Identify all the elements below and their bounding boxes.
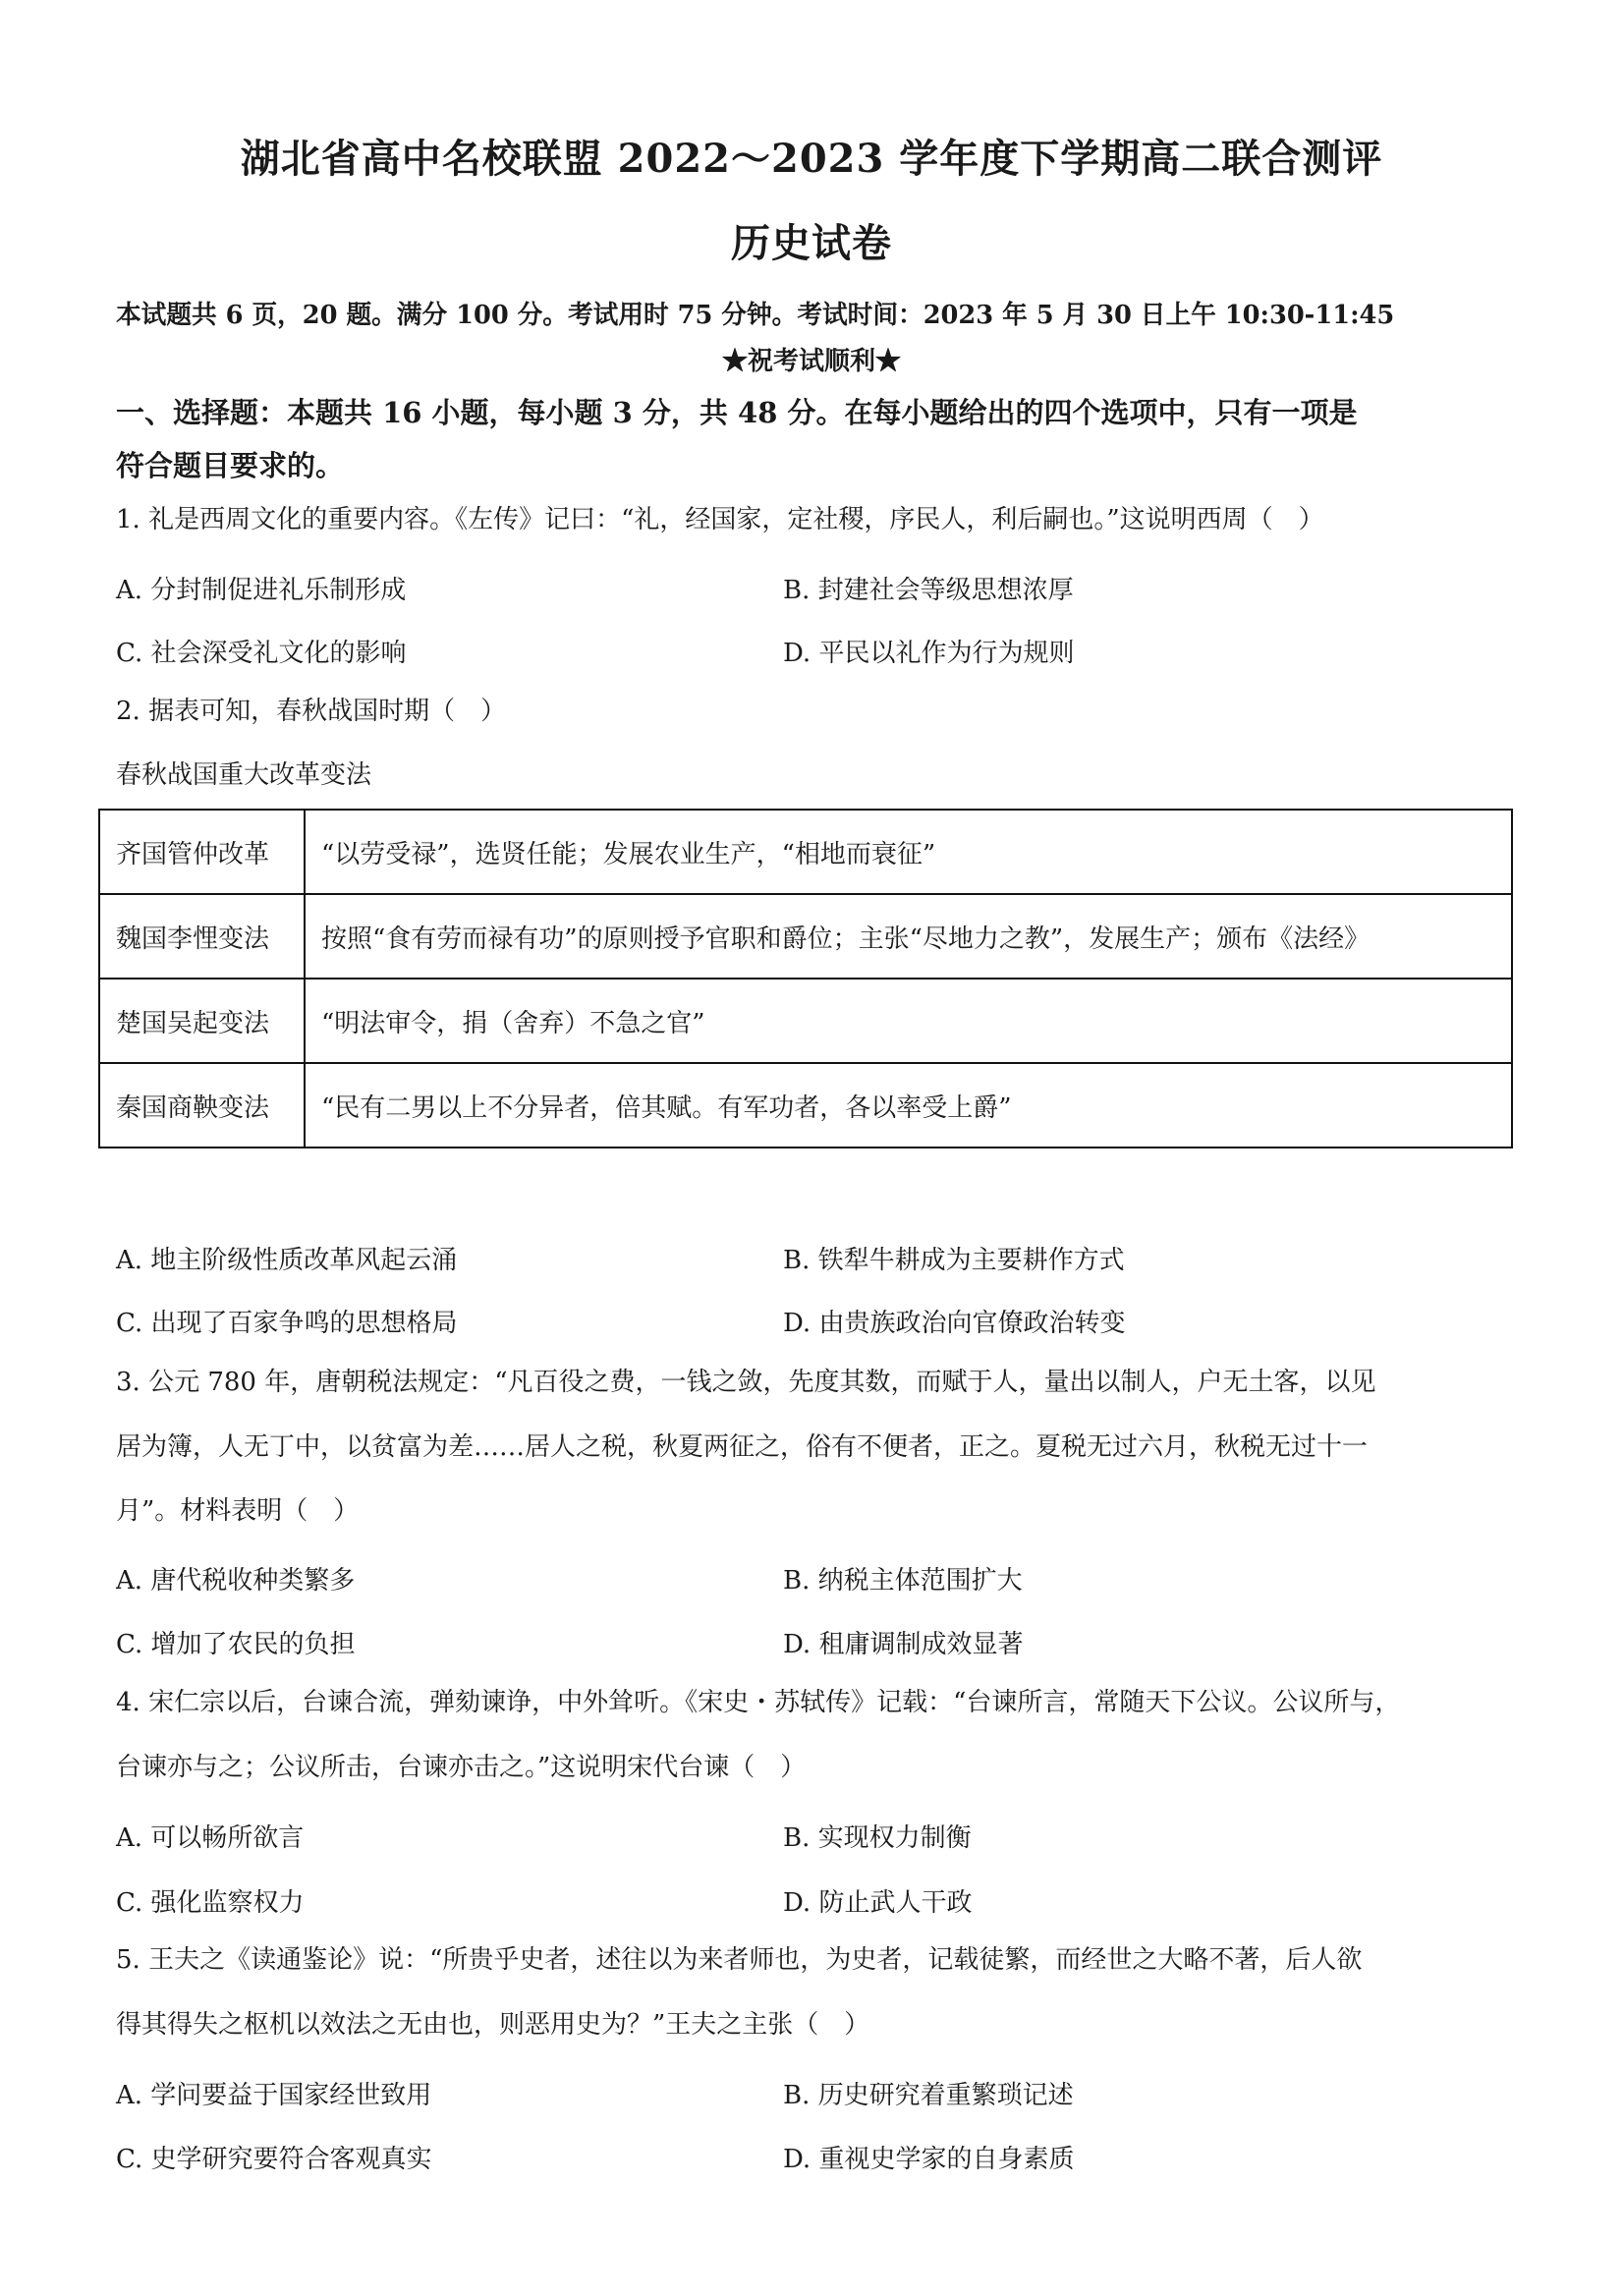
q1-option-c[interactable]: C. 社会深受礼文化的影响 [116,639,407,668]
q2-option-c[interactable]: C. 出现了百家争鸣的思想格局 [116,1309,458,1338]
good-luck-line: ★祝考试顺利★ [721,347,901,376]
question-5-stem-cont: 得其得失之枢机以效法之无由也，则恶用史为？”王夫之主张（ ） [116,2010,870,2040]
table-row [99,1063,1512,1148]
reform-name: 齐国管仲改革 [99,810,305,894]
question-5-stem: 5. 王夫之《读通鉴论》说：“所贵乎史者，述往以为来者师也，为史者，记载徒繁，而经世之大略不著，后人欲 [116,1945,1363,1975]
question-2-stem: 2. 据表可知，春秋战国时期（ ） [116,697,507,726]
table-row [99,810,1512,894]
reform-name: 魏国李悝变法 [99,894,305,979]
reform-table [98,809,1513,1148]
q4-option-a[interactable]: A. 可以畅所欲言 [116,1823,305,1853]
q1-option-b[interactable]: B. 封建社会等级思想浓厚 [783,576,1074,605]
table-row [99,894,1512,979]
q5-option-d[interactable]: D. 重视史学家的自身素质 [783,2145,1075,2174]
q2-option-d[interactable]: D. 由贵族政治向官僚政治转变 [783,1309,1126,1338]
q4-option-d[interactable]: D. 防止武人干政 [783,1888,973,1918]
reform-name: 楚国吴起变法 [99,979,305,1063]
q1-option-d[interactable]: D. 平民以礼作为行为规则 [783,639,1075,668]
q3-option-c[interactable]: C. 增加了农民的负担 [116,1630,356,1659]
q4-option-c[interactable]: C. 强化监察权力 [116,1888,305,1918]
question-3-stem: 3. 公元 780 年，唐朝税法规定：“凡百役之费，一钱之敛，先度其数，而赋于人，量出以制人，户无土客，以见 [116,1368,1376,1397]
q3-option-d[interactable]: D. 租庸调制成效显著 [783,1630,1024,1659]
q3-option-b[interactable]: B. 纳税主体范围扩大 [783,1566,1023,1596]
table-row [99,979,1512,1063]
q4-option-b[interactable]: B. 实现权力制衡 [783,1823,972,1853]
exam-info: 本试题共 6 页，20 题。满分 100 分。考试用时 75 分钟。考试时间：2023 年 5 月 30 日上午 10:30-11:45 [116,301,1395,330]
reform-content: “明法审令，捐（舍弃）不急之官” [305,979,1512,1063]
question-4-stem-cont: 台谏亦与之；公议所击，台谏亦击之。”这说明宋代台谏（ ） [116,1753,807,1782]
q3-option-a[interactable]: A. 唐代税收种类繁多 [116,1566,356,1596]
reform-name: 秦国商鞅变法 [99,1063,305,1148]
section-heading-cont: 符合题目要求的。 [116,449,345,482]
q1-option-a[interactable]: A. 分封制促进礼乐制形成 [116,576,407,605]
reform-content: 按照“食有劳而禄有功”的原则授予官职和爵位；主张“尽地力之教”，发展生产；颁布《法经》 [305,894,1512,979]
question-3-stem-cont: 居为簿，人无丁中，以贫富为差……居人之税，秋夏两征之，俗有不便者，正之。夏税无过六月，秋税无过十一 [116,1432,1369,1462]
question-3-stem-end: 月”。材料表明（ ） [116,1496,360,1526]
table-caption: 春秋战国重大改革变法 [116,760,372,790]
exam-subject: 历史试卷 [731,220,892,266]
q5-option-b[interactable]: B. 历史研究着重繁琐记述 [783,2081,1074,2110]
exam-title: 湖北省高中名校联盟 2022～2023 学年度下学期高二联合测评 [240,136,1383,182]
q2-option-a[interactable]: A. 地主阶级性质改革风起云涌 [116,1246,458,1275]
reform-content: “民有二男以上不分异者，倍其赋。有军功者，各以率受上爵” [305,1063,1512,1148]
question-1-stem: 1. 礼是西周文化的重要内容。《左传》记曰：“礼，经国家，定社稷，序民人，利后嗣也。”这说明西周（ ） [116,505,1324,534]
reform-content: “以劳受禄”，选贤任能；发展农业生产，“相地而衰征” [305,810,1512,894]
question-4-stem: 4. 宋仁宗以后，台谏合流，弹劾谏诤，中外耸听。《宋史・苏轼传》记载：“台谏所言，常随天下公议。公议所与， [116,1688,1401,1717]
q5-option-c[interactable]: C. 史学研究要符合客观真实 [116,2145,432,2174]
section-heading: 一、选择题：本题共 16 小题，每小题 3 分，共 48 分。在每小题给出的四个选项中，只有一项是 [116,396,1358,429]
q2-option-b[interactable]: B. 铁犁牛耕成为主要耕作方式 [783,1246,1125,1275]
q5-option-a[interactable]: A. 学问要益于国家经世致用 [116,2081,432,2110]
